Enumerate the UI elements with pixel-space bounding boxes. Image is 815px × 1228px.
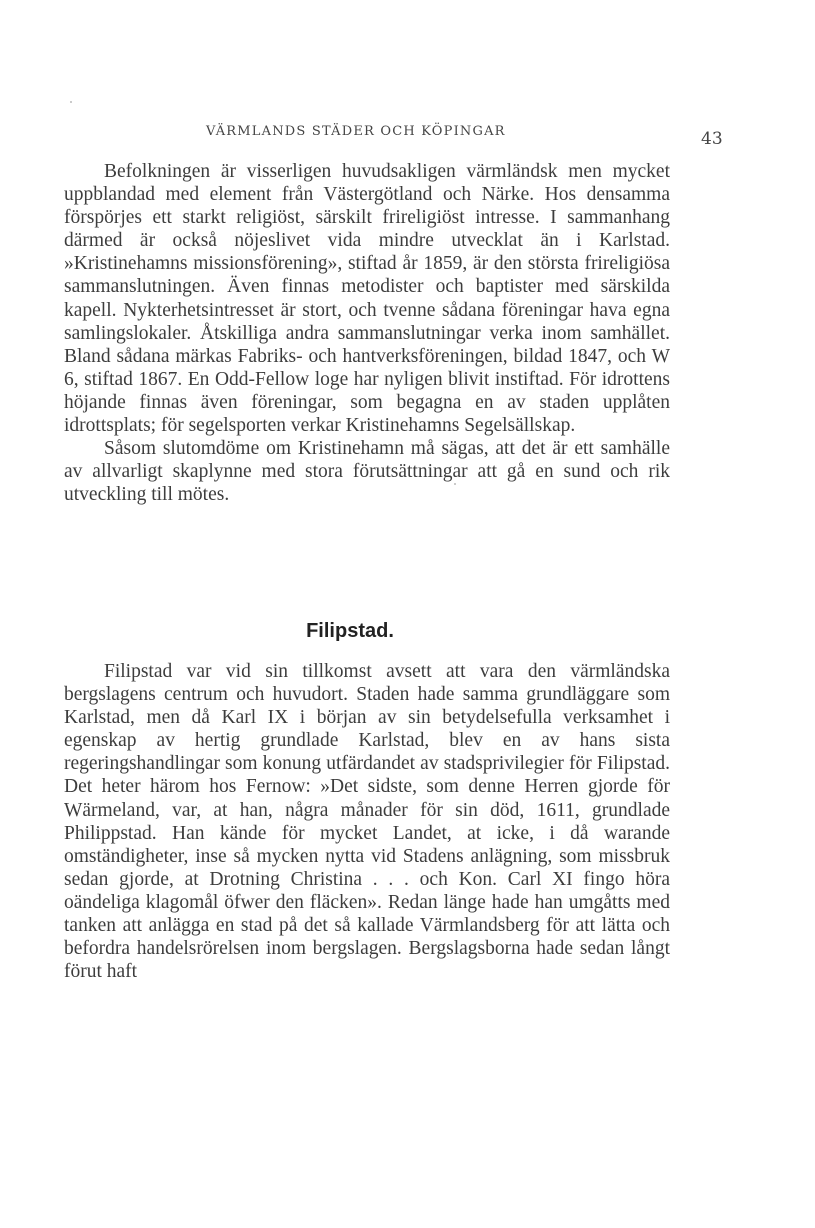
paragraph: Filipstad var vid sin tillkomst avsett att vara den värmländska bergslagens centrum och huvudort. Staden hade samma grundläggare som Karlstad, men då Karl IX i början av sin betydelsefulla verksamhet i egenskap av hertig grundlade Karlstad, blev en av hans sista regeringshandlingar som konung utfärdandet av stadsprivilegier för Filipstad. Det heter härom hos Fernow: »Det sidste, som denne Herren gjorde för Wärmeland, var, at han, några månader för sin död, 1611, grundlade Philippstad. Han kände för mycket Landet, at icke, i då warande omständigheter, inse så mycken nytta vid Stadens anlägning, som missbruk sedan gjorde, at Drotning Christina . . . och Kon. Carl XI fingo höra oändeliga klagomål öfwer den fläcken». Redan länge hade han umgåtts med tanken att anlägga en stad på det så kallade Värmlandsberg för att lätta och befordra handelsrörelsen inom bergslagen. Bergslagsborna hade sedan långt förut haft bbox=[64, 661, 670, 983]
running-header: VÄRMLANDS STÄDER OCH KÖPINGAR bbox=[206, 124, 506, 139]
text-block-kristinehamn bbox=[64, 160, 670, 506]
paragraph: Befolkningen är visserligen huvudsakligen värmländsk men mycket uppblandad med element från Västergötland och Närke. Hos densamma förspörjes ett starkt religiöst, särskilt frireligiöst intresse. I sammanhang därmed är också nöjeslivet vida mindre utvecklat än i Karlstad. »Kristinehamns missionsförening», stiftad år 1859, är den största frireligiösa sammanslutningen. Även finnas metodister och baptister med särskilda kapell. Nykterhetsintresset är stort, och tvenne sådana föreningar hava egna samlingslokaler. Åtskilliga andra sammanslutningar verka inom samhället. Bland sådana märkas Fabriks- och hantverksföreningen, bildad 1847, och W 6, stiftad 1867. En Odd-Fellow loge har nyligen blivit instiftad. För idrottens höjande finnas även föreningar, som begagna en av staden upplåten idrottsplats; för segelsporten verkar Kristinehamns Segelsällskap. bbox=[64, 161, 670, 437]
section-heading: Filipstad. bbox=[306, 620, 394, 642]
paragraph: Såsom slutomdöme om Kristinehamn må sägas, att det är ett samhälle av allvarligt skaplynne med stora förutsättningar att gå en sund och rik utveckling till mötes. bbox=[64, 438, 670, 506]
page-number: 43 bbox=[701, 129, 723, 149]
paper-speck bbox=[70, 101, 72, 103]
text-block-filipstad bbox=[64, 660, 670, 983]
